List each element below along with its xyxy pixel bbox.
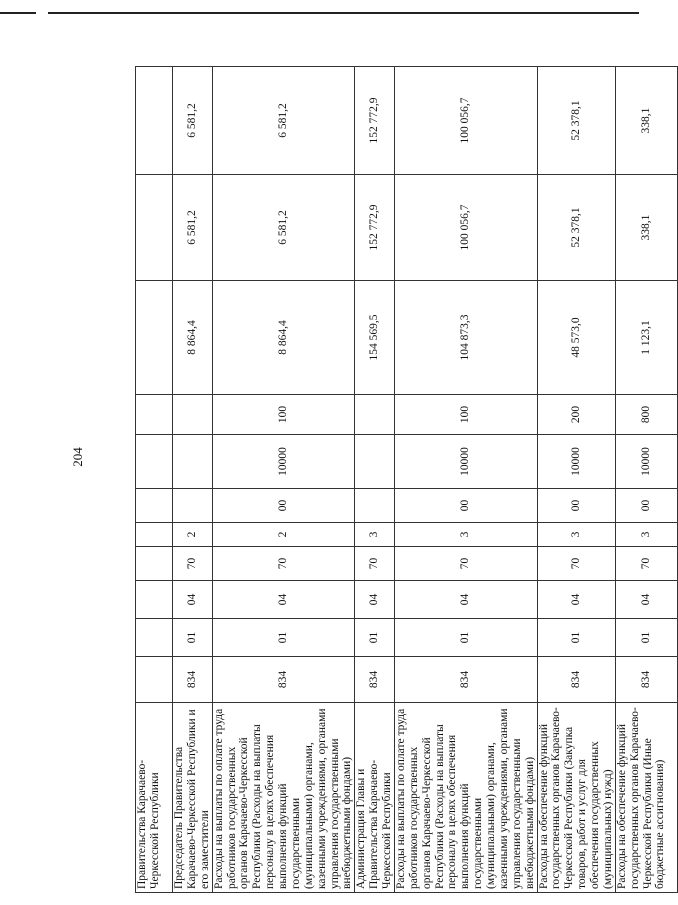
cell-c4: 10000 bbox=[615, 435, 677, 489]
cell-name: Правительства Карачаево-Черкесской Республики bbox=[136, 703, 173, 893]
cell-c3: 00 bbox=[394, 489, 537, 523]
cell-code: 834 bbox=[394, 657, 537, 703]
cell-vr bbox=[173, 395, 213, 435]
rotated-table-container bbox=[135, 67, 667, 893]
cell-vr: 800 bbox=[615, 395, 677, 435]
cell-c2: 3 bbox=[537, 523, 615, 547]
cell-pr: 04 bbox=[394, 581, 537, 619]
cell-pr: 04 bbox=[355, 581, 395, 619]
cell-pr bbox=[136, 581, 173, 619]
table-row bbox=[537, 67, 615, 893]
cell-c3: 00 bbox=[212, 489, 355, 523]
cell-s1: 8 864,4 bbox=[212, 281, 355, 395]
budget-table bbox=[135, 66, 678, 893]
cell-rz: 01 bbox=[173, 619, 213, 657]
cell-code: 834 bbox=[355, 657, 395, 703]
cell-s1 bbox=[136, 281, 173, 395]
cell-s2: 152 772,9 bbox=[355, 175, 395, 281]
cell-s1: 8 864,4 bbox=[173, 281, 213, 395]
cell-c4: 10000 bbox=[537, 435, 615, 489]
header-rule-left bbox=[0, 12, 36, 14]
cell-pr: 04 bbox=[212, 581, 355, 619]
cell-vr: 100 bbox=[212, 395, 355, 435]
cell-c4: 10000 bbox=[394, 435, 537, 489]
cell-pr: 04 bbox=[173, 581, 213, 619]
cell-c2: 3 bbox=[394, 523, 537, 547]
cell-s3: 100 056,7 bbox=[394, 67, 537, 175]
cell-c1: 70 bbox=[173, 547, 213, 581]
cell-rz: 01 bbox=[537, 619, 615, 657]
table-row bbox=[212, 67, 355, 893]
cell-c1 bbox=[136, 547, 173, 581]
cell-pr: 04 bbox=[537, 581, 615, 619]
cell-rz: 01 bbox=[212, 619, 355, 657]
cell-s1: 104 873,3 bbox=[394, 281, 537, 395]
cell-name: Администрация Главы и Правительства Карачаево-Черкесской Республики bbox=[355, 703, 395, 893]
cell-c3 bbox=[173, 489, 213, 523]
cell-c2: 3 bbox=[355, 523, 395, 547]
cell-s2: 6 581,2 bbox=[173, 175, 213, 281]
cell-rz bbox=[136, 619, 173, 657]
cell-code: 834 bbox=[173, 657, 213, 703]
cell-code bbox=[136, 657, 173, 703]
cell-s3: 6 581,2 bbox=[173, 67, 213, 175]
cell-s2: 52 378,1 bbox=[537, 175, 615, 281]
cell-s2: 100 056,7 bbox=[394, 175, 537, 281]
cell-code: 834 bbox=[212, 657, 355, 703]
cell-s2: 338,1 bbox=[615, 175, 677, 281]
cell-c4 bbox=[355, 435, 395, 489]
cell-s3: 152 772,9 bbox=[355, 67, 395, 175]
cell-rz: 01 bbox=[615, 619, 677, 657]
cell-s3 bbox=[136, 67, 173, 175]
table-row bbox=[173, 67, 213, 893]
cell-c3: 00 bbox=[537, 489, 615, 523]
cell-name: Расходы на обеспечение функций государственных органов Карачаево-Черкесской Республики (Иные бюджетные ассигнования) bbox=[615, 703, 677, 893]
cell-c4 bbox=[136, 435, 173, 489]
table-body bbox=[136, 67, 678, 893]
cell-s1: 154 569,5 bbox=[355, 281, 395, 395]
cell-c4 bbox=[173, 435, 213, 489]
cell-c2: 2 bbox=[173, 523, 213, 547]
cell-vr: 200 bbox=[537, 395, 615, 435]
cell-s2: 6 581,2 bbox=[212, 175, 355, 281]
cell-name: Председатель Правительства Карачаево-Черкесской Республики и его заместители bbox=[173, 703, 213, 893]
cell-c4: 10000 bbox=[212, 435, 355, 489]
cell-c1: 70 bbox=[355, 547, 395, 581]
table-row bbox=[615, 67, 677, 893]
cell-c2 bbox=[136, 523, 173, 547]
cell-c2: 3 bbox=[615, 523, 677, 547]
cell-code: 834 bbox=[615, 657, 677, 703]
cell-c2: 2 bbox=[212, 523, 355, 547]
cell-c1: 70 bbox=[394, 547, 537, 581]
cell-s2 bbox=[136, 175, 173, 281]
cell-c1: 70 bbox=[537, 547, 615, 581]
cell-c3 bbox=[136, 489, 173, 523]
cell-c1: 70 bbox=[615, 547, 677, 581]
cell-code: 834 bbox=[537, 657, 615, 703]
cell-rz: 01 bbox=[355, 619, 395, 657]
cell-vr: 100 bbox=[394, 395, 537, 435]
cell-s3: 6 581,2 bbox=[212, 67, 355, 175]
cell-name: Расходы на выплаты по оплате труда работников государственных органов Карачаево-Черкесской Республики (Расходы на выплаты персоналу в целях обеспечения выполнения функций государственными (муниципальными) органами, казенными учреждениями, органами управления государственными внебюджетными фондами) bbox=[212, 703, 355, 893]
cell-rz: 01 bbox=[394, 619, 537, 657]
cell-pr: 04 bbox=[615, 581, 677, 619]
cell-vr bbox=[136, 395, 173, 435]
table-row bbox=[355, 67, 395, 893]
cell-s1: 48 573,0 bbox=[537, 281, 615, 395]
cell-c3 bbox=[355, 489, 395, 523]
cell-name: Расходы на выплаты по оплате труда работников государственных органов Карачаево-Черкесской Республики (Расходы на выплаты персоналу в целях обеспечения выполнения функций государственными (муниципальными) органами, казенными учреждениями, органами управления государственными внебюджетными фондами) bbox=[394, 703, 537, 893]
table-row bbox=[394, 67, 537, 893]
cell-vr bbox=[355, 395, 395, 435]
header-rule-right bbox=[48, 12, 639, 14]
cell-c1: 70 bbox=[212, 547, 355, 581]
page-number: 204 bbox=[70, 447, 85, 467]
cell-s3: 338,1 bbox=[615, 67, 677, 175]
cell-s3: 52 378,1 bbox=[537, 67, 615, 175]
cell-s1: 1 123,1 bbox=[615, 281, 677, 395]
cell-c3: 00 bbox=[615, 489, 677, 523]
cell-name: Расходы на обеспечение функций государственных органов Карачаево-Черкесской Республики (Закупка товаров, работ и услуг для обеспечения государственных (муниципальных) нужд) bbox=[537, 703, 615, 893]
table-row bbox=[136, 67, 173, 893]
